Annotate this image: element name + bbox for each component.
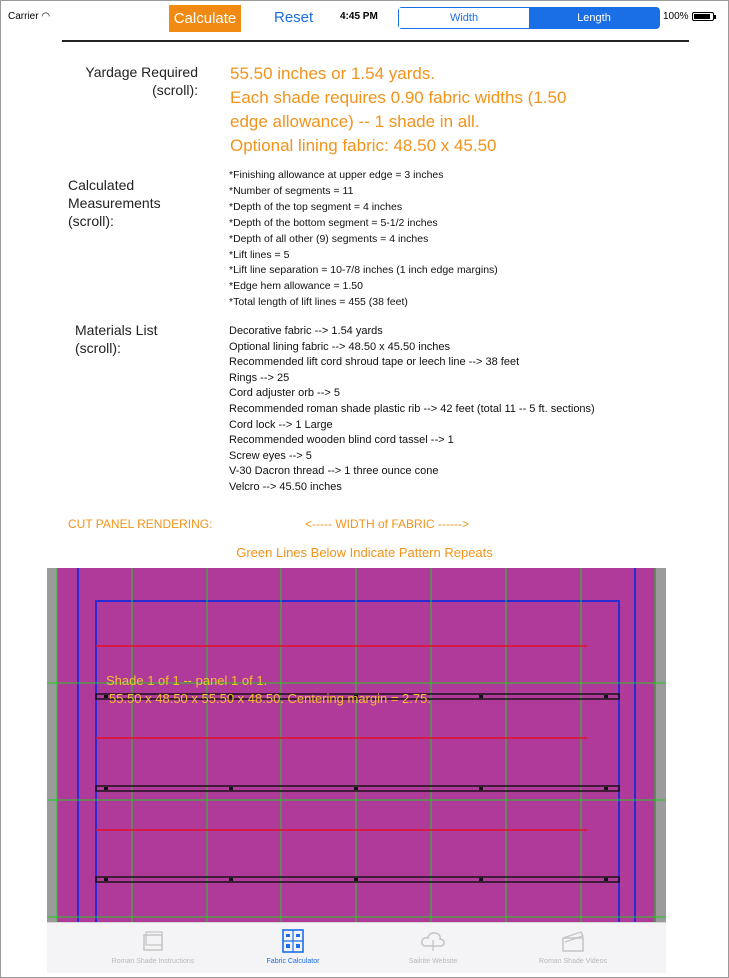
status-carrier: Carrier ◠ (8, 11, 51, 22)
material-item: Recommended roman shade plastic rib --> 42 feet (total 11 -- 5 ft. sections) (229, 402, 595, 415)
measurement-item: *Depth of the top segment = 4 inches (229, 200, 403, 213)
cut-panel-label: CUT PANEL RENDERING: (68, 517, 213, 531)
tab-fabric-calculator[interactable] (223, 923, 363, 973)
yardage-label: Yardage Required (scroll): (85, 64, 198, 98)
yardage-scroll-text[interactable] (230, 62, 650, 155)
width-length-segmented-control (398, 7, 660, 29)
shade-dimensions-text: 55.50 x 48.50 x 55.50 x 48.50. Centering margin = 2.75. (109, 691, 431, 706)
material-item: Velcro --> 45.50 inches (229, 480, 342, 493)
measurement-item: *Depth of the bottom segment = 5-1/2 inches (229, 216, 438, 229)
fabric-width-label: <----- WIDTH of FABRIC ------> (305, 517, 469, 531)
cloud-icon (420, 929, 446, 953)
battery-icon (692, 12, 714, 21)
reset-button[interactable]: Reset (274, 9, 314, 26)
tab-bar (47, 922, 666, 973)
material-item: Recommended wooden blind cord tassel --> 1 (229, 434, 454, 447)
measurement-item: *Depth of all other (9) segments = 4 inches (229, 232, 429, 245)
tab-label: Fabric Calculator (266, 958, 320, 965)
material-item: Recommended lift cord shroud tape or leech line --> 38 feet (229, 356, 520, 369)
yardage-line: Optional lining fabric: 48.50 x 45.50 (230, 136, 497, 155)
status-time: 4:45 PM (340, 11, 378, 22)
measurement-item: *Lift line separation = 10-7/8 inches (1 inch edge margins) (229, 264, 498, 277)
material-item: Decorative fabric --> 1.54 yards (229, 325, 383, 337)
measurements-scroll-list[interactable] (229, 168, 649, 309)
material-item: Screw eyes --> 5 (229, 449, 312, 462)
shade-panel-text: Shade 1 of 1 -- panel 1 of 1. (106, 673, 268, 688)
tab-roman-shade-instructions[interactable] (83, 923, 223, 973)
material-item: Rings --> 25 (229, 371, 290, 384)
measurement-item: *Finishing allowance at upper edge = 3 inches (229, 169, 444, 181)
wifi-icon: ◠ (41, 11, 51, 22)
calculator-icon (280, 929, 306, 953)
yardage-line: edge allowance) -- 1 shade in all. (230, 112, 480, 131)
material-item: Optional lining fabric --> 48.50 x 45.50 inches (229, 340, 451, 353)
material-item: Cord adjuster orb --> 5 (229, 387, 340, 400)
header-divider (62, 40, 689, 42)
yardage-line: Each shade requires 0.90 fabric widths (1.50 (230, 88, 567, 107)
materials-scroll-list[interactable] (229, 324, 649, 496)
tab-sailrite-website[interactable] (363, 923, 503, 973)
materials-label: Materials List (scroll): (75, 322, 158, 356)
segment-width[interactable]: Width (399, 8, 529, 28)
measurement-item: *Total length of lift lines = 455 (38 feet) (229, 296, 408, 309)
measurements-label: Calculated Measurements (scroll): (68, 177, 161, 229)
yardage-line: 55.50 inches or 1.54 yards. (230, 64, 436, 83)
calculate-button[interactable]: Calculate (169, 5, 241, 32)
cut-panel-rendering (47, 568, 666, 922)
measurement-item: *Edge hem allowance = 1.50 (229, 280, 363, 293)
tab-label: Sailrite Website (408, 958, 458, 965)
battery-percent: 100% (663, 11, 689, 22)
clapperboard-icon (560, 929, 586, 953)
measurement-item: *Number of segments = 11 (229, 184, 354, 197)
tab-label: Roman Shade Instructions (111, 958, 195, 965)
pattern-repeat-note: Green Lines Below Indicate Pattern Repeats (236, 545, 493, 560)
material-item: V-30 Dacron thread --> 1 three ounce cone (229, 465, 439, 478)
status-battery (663, 11, 714, 22)
segment-length[interactable]: Length (529, 8, 659, 28)
measurement-item: *Lift lines = 5 (229, 248, 290, 261)
book-icon (140, 929, 166, 953)
tab-label: Roman Shade Videos (539, 958, 607, 965)
material-item: Cord lock --> 1 Large (229, 418, 333, 431)
tab-roman-shade-videos[interactable] (503, 923, 643, 973)
